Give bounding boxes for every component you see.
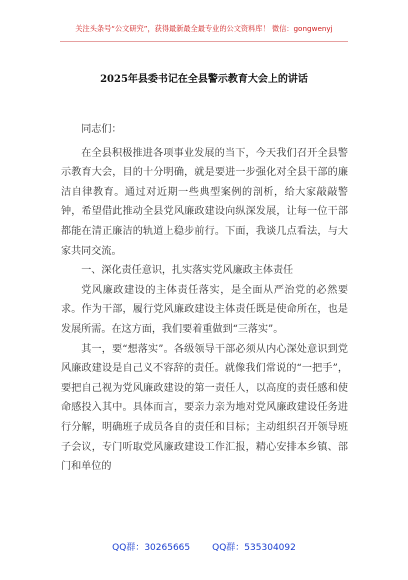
footer-qq-groups — [0, 540, 408, 553]
document-body — [61, 120, 348, 477]
header-divider — [60, 41, 348, 42]
qq-group-1: QQ群：30265665 — [112, 543, 191, 553]
header-banner: 关注头条号“公文研究”，获得最新最全最专业的公文资料库！ 微信：gongwenyj — [75, 24, 333, 33]
paragraph-responsibility: 党风廉政建设的主体责任落实，是全面从严治党的必然要求。作为干部，履行党风廉政建设主体责任既是使命所在，也是发展所需。在这方面，我们要着重做到“三落实”。 — [61, 284, 348, 335]
greeting: 同志们： — [81, 124, 122, 135]
section-heading-1: 一、深化责任意识，扎实落实党风廉政主体责任 — [81, 265, 294, 277]
document-title: 2025年县委书记在全县警示教育大会上的讲话 — [100, 74, 308, 85]
paragraph-intro: 在全县积极推进各项事业发展的当下，今天我们召开全县警示教育大会，目的十分明确，就是要进一步强化对全县干部的廉洁自律教育。通过对近期一些典型案例的剖析，给大家敲敲警钟，希望借此推动全县党风廉政建设向纵深发展，让每一位干部都能在清正廉洁的轨道上稳步前行。下面，我谈几点看法，与大家共同交流。 — [61, 147, 348, 257]
qq-group-2: QQ群：535304092 — [212, 543, 296, 553]
paragraph-think-implement: 其一，要“想落实”。各级领导干部必须从内心深处意识到党风廉政建设是自己义不容辞的责任。就像我们常说的“一把手”，要把自己视为党风廉政建设的第一责任人，以高度的责任感和使命感投入其中。具体而言，要亲力亲为地对党风廉政建设任务进行分解，明确班子成员各自的责任和目标；主动组织召开领导班子会议，专门听取党风廉政建设工作汇报，精心安排本乡镇、部门和单位的 — [61, 343, 348, 473]
